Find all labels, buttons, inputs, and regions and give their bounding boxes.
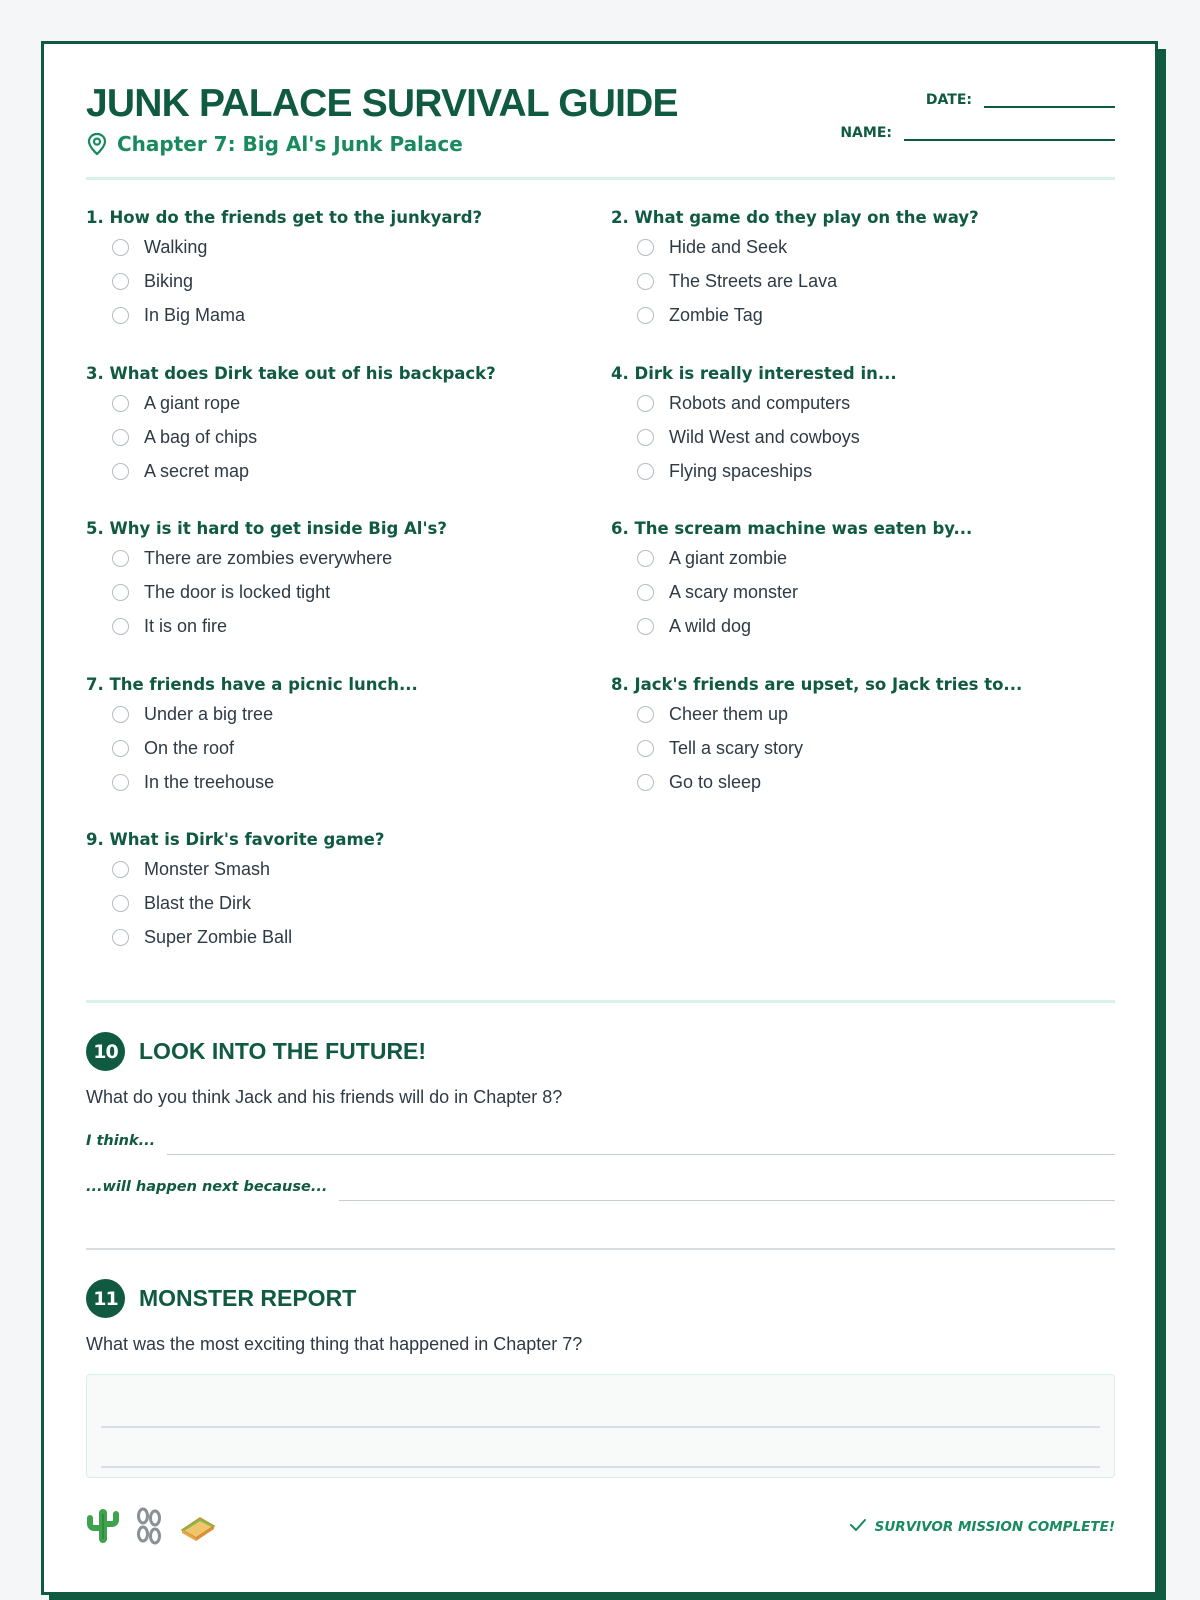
future-section-header [86, 1032, 426, 1071]
question-7 [86, 673, 586, 799]
chain-icon [132, 1506, 166, 1546]
because-answer-line[interactable] [339, 1182, 1115, 1201]
question-3 [86, 362, 586, 488]
date-input-line[interactable] [984, 88, 1115, 108]
radio-button[interactable] [112, 895, 129, 912]
option-label: A wild dog [669, 615, 752, 636]
option-label: Walking [144, 236, 208, 257]
option-label: Biking [144, 270, 194, 291]
radio-button[interactable] [637, 395, 654, 412]
chapter-subtitle-text: Chapter 7: Big Al's Junk Palace [117, 132, 463, 156]
radio-button[interactable] [112, 774, 129, 791]
report-prompt: What was the most exciting thing that happened in Chapter 7? [86, 1334, 583, 1354]
answer-option[interactable] [86, 731, 586, 765]
option-label: It is on fire [144, 615, 228, 636]
answer-option[interactable] [86, 298, 586, 332]
footer-icons [86, 1506, 218, 1546]
question-text: 9. What is Dirk's favorite game? [86, 830, 385, 849]
answer-option[interactable] [86, 920, 586, 954]
radio-button[interactable] [112, 395, 129, 412]
answer-option[interactable] [611, 454, 1111, 488]
mission-complete-badge [849, 1518, 1115, 1536]
option-label: Zombie Tag [669, 304, 763, 325]
question-text: 5. Why is it hard to get inside Big Al's? [86, 519, 447, 538]
answer-option[interactable] [86, 697, 586, 731]
option-label: In Big Mama [144, 304, 246, 325]
option-label: A giant zombie [669, 547, 788, 568]
section-title: LOOK INTO THE FUTURE! [139, 1038, 427, 1064]
option-label: Wild West and cowboys [669, 426, 860, 447]
question-text: 3. What does Dirk take out of his backpack? [86, 364, 496, 383]
answer-option[interactable] [611, 386, 1111, 420]
radio-button[interactable] [637, 584, 654, 601]
radio-button[interactable] [112, 550, 129, 567]
answer-option[interactable] [86, 230, 586, 264]
radio-button[interactable] [637, 618, 654, 635]
header-divider [86, 177, 1115, 180]
chapter-subtitle [86, 132, 463, 156]
answer-option[interactable] [86, 575, 586, 609]
option-label: Under a big tree [144, 703, 274, 724]
radio-button[interactable] [112, 706, 129, 723]
option-label: Hide and Seek [669, 236, 788, 257]
radio-button[interactable] [112, 929, 129, 946]
think-answer-row[interactable] [86, 1132, 1115, 1150]
radio-button[interactable] [112, 618, 129, 635]
answer-option[interactable] [611, 420, 1111, 454]
name-field[interactable] [840, 121, 1115, 141]
question-6 [611, 517, 1111, 643]
question-9 [86, 828, 586, 954]
answer-line [101, 1466, 1100, 1468]
option-label: Super Zombie Ball [144, 926, 293, 947]
answer-option[interactable] [86, 420, 586, 454]
because-label: ...will happen next because... [86, 1179, 328, 1195]
radio-button[interactable] [112, 740, 129, 757]
answer-option[interactable] [86, 765, 586, 799]
question-text: 4. Dirk is really interested in... [611, 364, 897, 383]
name-input-line[interactable] [904, 121, 1115, 141]
name-label: NAME: [840, 125, 892, 141]
option-label: Tell a scary story [669, 737, 804, 758]
option-label: Flying spaceships [669, 460, 813, 481]
option-label: A secret map [144, 460, 250, 481]
answer-option[interactable] [611, 765, 1111, 799]
cactus-icon [86, 1506, 120, 1546]
question-text: 2. What game do they play on the way? [611, 208, 979, 227]
answer-option[interactable] [86, 886, 586, 920]
option-label: Cheer them up [669, 703, 789, 724]
radio-button[interactable] [637, 239, 654, 256]
future-prompt: What do you think Jack and his friends will do in Chapter 8? [86, 1087, 563, 1107]
option-label: A giant rope [144, 392, 241, 413]
answer-option[interactable] [611, 541, 1111, 575]
section-divider [86, 1248, 1115, 1250]
mission-complete-text: SURVIVOR MISSION COMPLETE! [874, 1519, 1115, 1535]
report-answer-box[interactable] [86, 1374, 1115, 1478]
question-text: 6. The scream machine was eaten by... [611, 519, 973, 538]
answer-option[interactable] [86, 609, 586, 643]
option-label: A scary monster [669, 581, 799, 602]
answer-option[interactable] [86, 541, 586, 575]
option-label: Robots and computers [669, 392, 851, 413]
answer-option[interactable] [611, 609, 1111, 643]
because-answer-row[interactable] [86, 1178, 1115, 1196]
section-number-badge: 11 [86, 1279, 125, 1318]
date-label: DATE: [925, 92, 972, 108]
option-label: On the roof [144, 737, 235, 758]
page-title: JUNK PALACE SURVIVAL GUIDE [86, 82, 678, 125]
answer-option[interactable] [611, 731, 1111, 765]
radio-button[interactable] [112, 861, 129, 878]
radio-button[interactable] [112, 239, 129, 256]
answer-option[interactable] [611, 697, 1111, 731]
question-text: 8. Jack's friends are upset, so Jack tries to... [611, 675, 1023, 694]
option-label: There are zombies everywhere [144, 547, 393, 568]
radio-button[interactable] [637, 774, 654, 791]
option-label: Go to sleep [669, 771, 762, 792]
option-label: The Streets are Lava [669, 270, 838, 291]
option-label: Monster Smash [144, 858, 271, 879]
answer-option[interactable] [611, 298, 1111, 332]
radio-button[interactable] [637, 550, 654, 567]
radio-button[interactable] [637, 706, 654, 723]
option-label: A bag of chips [144, 426, 258, 447]
radio-button[interactable] [637, 463, 654, 480]
question-2 [611, 206, 1111, 332]
radio-button[interactable] [112, 273, 129, 290]
answer-option[interactable] [611, 575, 1111, 609]
radio-button[interactable] [112, 463, 129, 480]
option-label: In the treehouse [144, 771, 275, 792]
radio-button[interactable] [637, 740, 654, 757]
answer-option[interactable] [611, 230, 1111, 264]
answer-option[interactable] [86, 454, 586, 488]
think-answer-line[interactable] [167, 1136, 1115, 1155]
question-8 [611, 673, 1111, 799]
sandwich-icon [178, 1506, 218, 1546]
answer-option[interactable] [611, 264, 1111, 298]
section-divider [86, 1000, 1115, 1003]
checkmark-icon [849, 1518, 867, 1536]
section-title: MONSTER REPORT [139, 1285, 357, 1311]
question-5 [86, 517, 586, 643]
radio-button[interactable] [112, 307, 129, 324]
date-field[interactable] [926, 88, 1115, 108]
think-label: I think... [86, 1133, 156, 1149]
radio-button[interactable] [637, 429, 654, 446]
worksheet-page [41, 41, 1158, 1595]
answer-option[interactable] [86, 386, 586, 420]
question-1 [86, 206, 586, 332]
radio-button[interactable] [112, 584, 129, 601]
radio-button[interactable] [637, 307, 654, 324]
question-4 [611, 362, 1111, 488]
answer-option[interactable] [86, 264, 586, 298]
answer-option[interactable] [86, 852, 586, 886]
question-text: 7. The friends have a picnic lunch... [86, 675, 418, 694]
option-label: The door is locked tight [144, 581, 331, 602]
option-label: Blast the Dirk [144, 892, 252, 913]
question-text: 1. How do the friends get to the junkyard? [86, 208, 483, 227]
report-section-header [86, 1279, 356, 1318]
radio-button[interactable] [637, 273, 654, 290]
section-number-badge: 10 [86, 1032, 125, 1071]
answer-line [101, 1426, 1100, 1428]
radio-button[interactable] [112, 429, 129, 446]
map-pin-icon [86, 132, 108, 156]
